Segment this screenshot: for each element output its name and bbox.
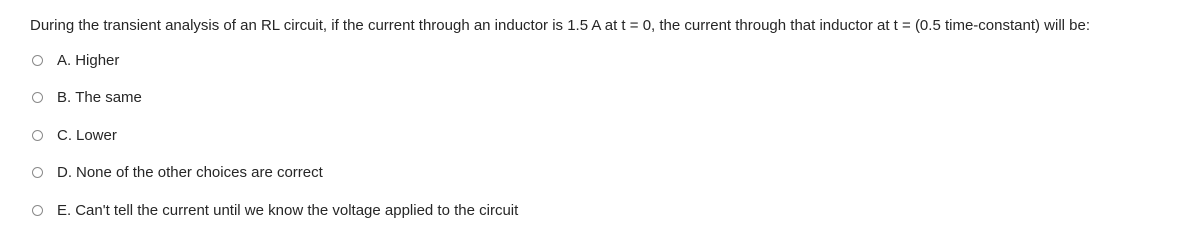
option-c-letter: C. xyxy=(57,126,72,144)
option-d-letter: D. xyxy=(57,164,72,181)
option-d[interactable] xyxy=(32,163,518,183)
option-b-letter: B. xyxy=(57,89,72,106)
option-a[interactable] xyxy=(32,50,518,70)
option-b-label: The same xyxy=(75,89,142,106)
option-c[interactable] xyxy=(32,125,518,145)
option-a-letter: A. xyxy=(57,51,72,69)
option-d-label: None of the other choices are correct xyxy=(76,164,323,181)
option-a-radio[interactable] xyxy=(32,55,43,66)
option-b[interactable] xyxy=(32,88,518,108)
option-e[interactable] xyxy=(32,200,518,220)
option-e-letter: E. xyxy=(57,201,72,219)
option-e-label: Can't tell the current until we know the voltage applied to the circuit xyxy=(75,201,519,219)
option-a-label: Higher xyxy=(75,51,120,69)
option-d-radio[interactable] xyxy=(32,167,43,178)
option-e-radio[interactable] xyxy=(32,205,43,216)
question-text: During the transient analysis of an RL circuit, if the current through an inductor is 1.5 A at t = 0, the current through that inductor at t = (0.5 time-constant) will be: xyxy=(30,17,1091,34)
option-c-label: Lower xyxy=(76,126,117,144)
option-b-radio[interactable] xyxy=(32,92,43,103)
option-c-radio[interactable] xyxy=(32,130,43,141)
answer-options xyxy=(32,50,518,238)
